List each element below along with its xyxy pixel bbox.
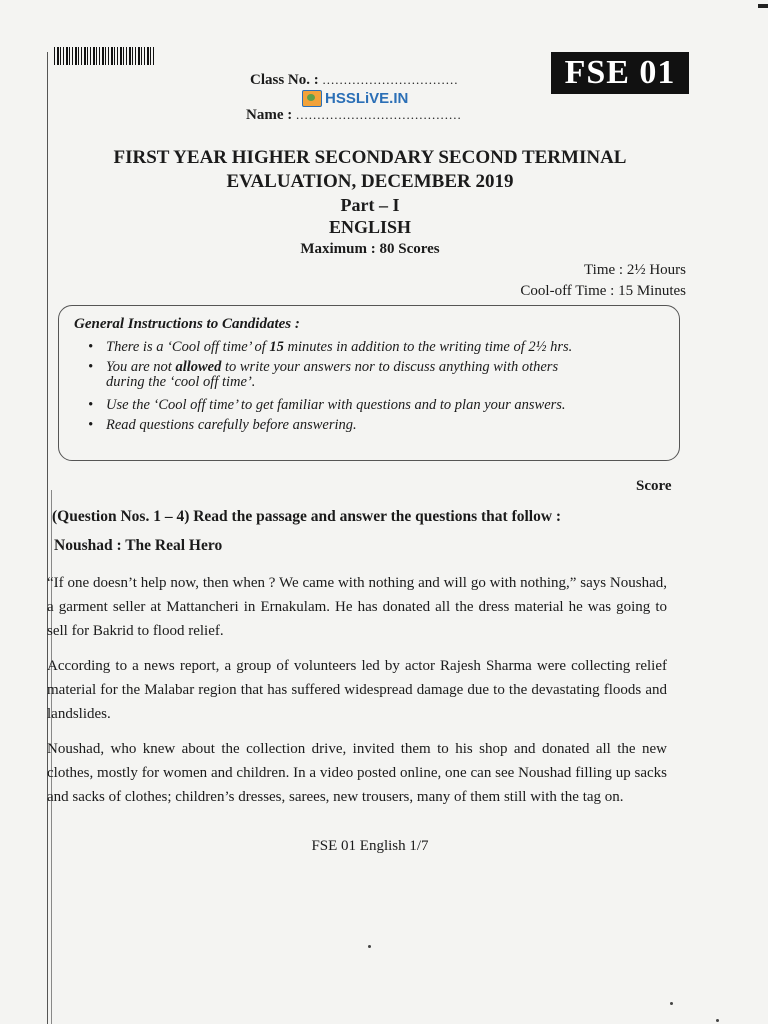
score-label: Score [636,478,672,494]
time-allowed: Time : 2½ Hours [584,262,686,278]
scan-speck [368,945,371,948]
exam-title-line2: EVALUATION, DECEMBER 2019 [226,171,514,192]
scan-speck [670,1002,673,1005]
cool-off-time: Cool-off Time : 15 Minutes [520,283,686,299]
corner-mark [758,4,768,8]
instructions-heading: General Instructions to Candidates : [74,316,300,332]
name-dots: ....................................... [295,107,462,122]
logo-icon [302,90,322,107]
paper-code: FSE 01 [551,52,689,94]
logo-text: HSSLiVE.IN [325,90,409,107]
scan-speck [716,1019,719,1022]
instruction-item: • You are not allowed to write your answers nor to discuss anything with others during the ‘cool off time’. [88,359,559,390]
instruction-item: • There is a ‘Cool off time’ of 15 minutes in addition to the writing time of 2½ hrs. [88,339,573,355]
name-field [246,107,462,124]
barcode [54,47,156,65]
class-no-field [250,72,459,89]
class-no-dots: ................................ [322,72,459,87]
question-instruction: (Question Nos. 1 – 4) Read the passage and answer the questions that follow : [52,508,562,525]
passage-paragraph: Noushad, who knew about the collection drive, invited them to his shop and donated all the new clothes, mostly for women and children. In a video posted online, one can see Noushad filling up sacks and sacks of clothes; children’s dresses, sarees, new trousers, many of them still with the tag on. [47,741,667,805]
page-footer: FSE 01 English 1/7 [311,838,429,854]
instruction-item: • Use the ‘Cool off time’ to get familiar with questions and to plan your answers. [88,397,566,413]
exam-title-line1: FIRST YEAR HIGHER SECONDARY SECOND TERMINAL [113,147,627,168]
part-label: Part – I [340,195,400,215]
instruction-item: • Read questions carefully before answering. [88,417,357,433]
hsslive-logo [302,90,408,107]
subject-label: ENGLISH [328,217,412,237]
passage-title: Noushad : The Real Hero [54,537,223,554]
passage-paragraph: According to a news report, a group of volunteers led by actor Rajesh Sharma were collecting relief material for the Malabar region that has suffered widespread damage due to the devastating floods and landslides. [47,658,667,722]
max-score: Maximum : 80 Scores [300,241,440,257]
passage-paragraph: “If one doesn’t help now, then when ? We came with nothing and will go with nothing,” says Noushad, a garment seller at Mattancheri in Ernakulam. He has donated all the dress material he was going to sell for Bakrid to flood relief. [47,575,667,639]
name-label: Name : [246,107,293,123]
class-no-label: Class No. : [250,72,319,88]
